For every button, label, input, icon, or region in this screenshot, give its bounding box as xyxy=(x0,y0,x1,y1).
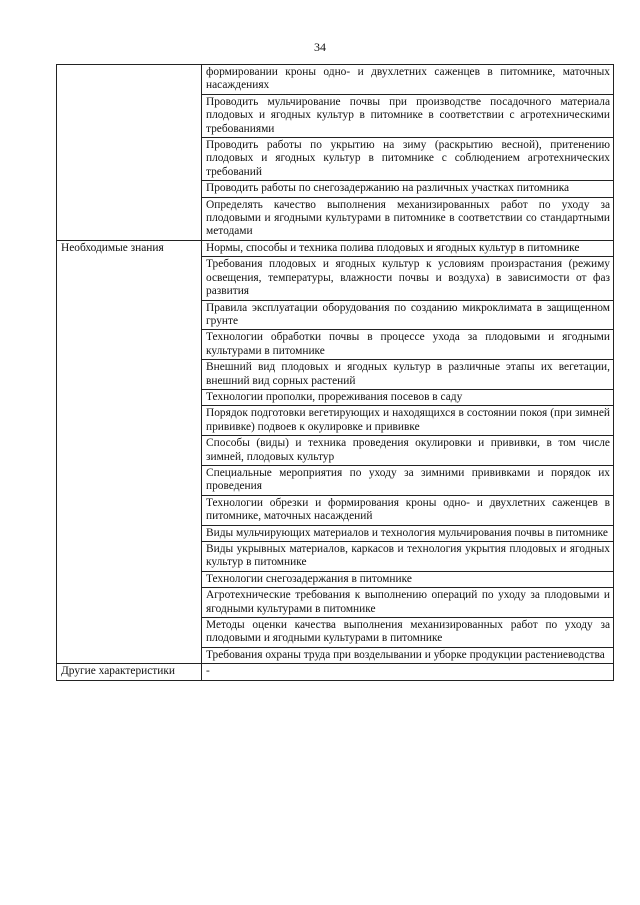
page-number: 34 xyxy=(314,40,326,54)
content-cell: Технологии прополки, прореживания посевов в саду xyxy=(202,389,614,405)
content-cell: Проводить работы по укрытию на зиму (раскрытию весной), притенению плодовых и ягодных культур в питомнике с соблюдением агротехнических требований xyxy=(202,138,614,181)
content-cell: Технологии снегозадержания в питомнике xyxy=(202,571,614,587)
content-cell: Определять качество выполнения механизированных работ по уходу за плодовыми и ягодными культурами в питомнике в соответствии со стандартными методами xyxy=(202,197,614,240)
content-cell: Агротехнические требования к выполнению операций по уходу за плодовыми и ягодными культурами в питомнике xyxy=(202,588,614,618)
content-cell: Технологии обрезки и формирования кроны одно- и двухлетних саженцев в питомнике, маточных насаждений xyxy=(202,495,614,525)
content-cell: Способы (виды) и техника проведения окулировки и прививки, в том числе зимней, плодовых культур xyxy=(202,436,614,466)
row-label-cell: Другие характеристики xyxy=(57,664,202,680)
content-cell: Правила эксплуатации оборудования по созданию микроклимата в защищенном грунте xyxy=(202,300,614,330)
content-cell: Порядок подготовки вегетирующих и находящихся в состоянии покоя (при зимней прививке) подвоев к окулировке и прививке xyxy=(202,406,614,436)
content-cell: Внешний вид плодовых и ягодных культур в различные этапы их вегетации, внешний вид сорных растений xyxy=(202,360,614,390)
skill-row xyxy=(57,65,614,95)
row-label-cell xyxy=(57,65,202,241)
content-cell: Нормы, способы и техника полива плодовых и ягодных культур в питомнике xyxy=(202,240,614,256)
skills-table-body xyxy=(57,65,614,681)
content-cell: Требования плодовых и ягодных культур к условиям произрастания (режиму освещения, температуры, влажности почвы и воздуха) в зависимости от фаз развития xyxy=(202,257,614,300)
content-cell: Виды укрывных материалов, каркасов и технология укрытия плодовых и ягодных культур в питомнике xyxy=(202,542,614,572)
other-characteristics-row xyxy=(57,664,614,680)
content-cell: Виды мульчирующих материалов и технология мульчирования почвы в питомнике xyxy=(202,525,614,541)
content-cell: Проводить работы по снегозадержанию на различных участках питомника xyxy=(202,181,614,197)
knowledge-row xyxy=(57,240,614,256)
content-cell: Проводить мульчирование почвы при производстве посадочного материала плодовых и ягодных культур в питомнике в соответствии с агротехническими требованиями xyxy=(202,94,614,137)
content-cell: Технологии обработки почвы в процессе ухода за плодовыми и ягодными культурами в питомнике xyxy=(202,330,614,360)
content-cell: Специальные мероприятия по уходу за зимними прививками и порядок их проведения xyxy=(202,465,614,495)
content-cell: формировании кроны одно- и двухлетних саженцев в питомнике, маточных насаждениях xyxy=(202,65,614,95)
content-cell: Требования охраны труда при возделывании и уборке продукции растениеводства xyxy=(202,647,614,663)
row-label-cell: Необходимые знания xyxy=(57,240,202,663)
content-cell: - xyxy=(202,664,614,680)
content-cell: Методы оценки качества выполнения механизированных работ по уходу за плодовыми и ягодными культурами в питомнике xyxy=(202,618,614,648)
skills-table xyxy=(56,64,614,681)
